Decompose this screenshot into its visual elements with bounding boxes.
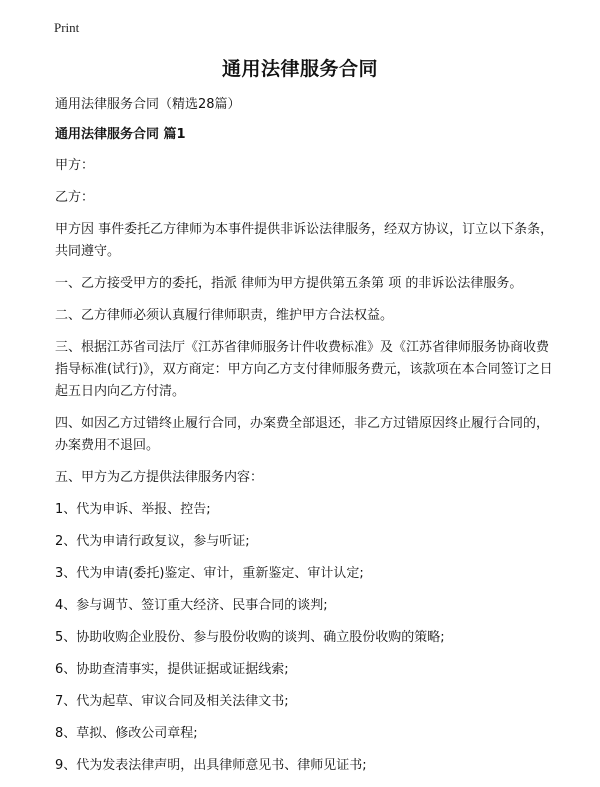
service-item-4: 4、参与调节、签订重大经济、民事合同的谈判; [55,598,328,613]
service-item-9: 9、代为发表法律声明，出具律师意见书、律师见证书; [55,758,367,773]
service-item-5: 5、协助收购企业股份、参与股份收购的谈判、确立股份收购的策略; [55,630,445,645]
clause-3: 三、根据江苏省司法厅《江苏省律师服务计件收费标准》及《江苏省律师服务协商收费指导标准(试行)》，双方商定：甲方向乙方支付律师服务费元，该款项在本合同签订之日起五日内向乙方付清。 [55,340,553,399]
contract-preamble: 甲方因 事件委托乙方律师为本事件提供非诉讼法律服务，经双方协议，订立以下条条，共同遵守。 [55,222,554,259]
clause-4: 四、如因乙方过错终止履行合同，办案费全部退还，非乙方过错原因终止履行合同的，办案费用不退回。 [55,416,550,453]
service-item-8: 8、草拟、修改公司章程; [55,726,198,741]
service-item-6: 6、协助查清事实，提供证据或证据线索; [55,662,289,677]
party-b-line: 乙方： [55,190,95,205]
clause-2: 二、乙方律师必须认真履行律师职责，维护甲方合法权益。 [55,308,394,323]
service-item-1: 1、代为申诉、举报、控告; [55,502,211,517]
clause-1: 一、乙方接受甲方的委托，指派 律师为甲方提供第五条第 项 的非诉讼法律服务。 [55,276,523,291]
document-body [55,94,555,787]
service-item-2: 2、代为申请行政复议，参与听证; [55,534,250,549]
print-link[interactable]: Print [54,20,80,35]
party-a-line: 甲方： [55,158,95,173]
clause-5-heading: 五、甲方为乙方提供法律服务内容： [55,470,264,485]
document-subtitle: 通用法律服务合同（精选28篇） [55,97,241,112]
service-item-3: 3、代为申请(委托)鉴定、审计，重新鉴定、审计认定; [55,566,364,581]
document-title: 通用法律服务合同 [221,58,378,80]
section-heading: 通用法律服务合同 篇1 [55,127,186,142]
service-item-7: 7、代为起草、审议合同及相关法律文书; [55,694,289,709]
